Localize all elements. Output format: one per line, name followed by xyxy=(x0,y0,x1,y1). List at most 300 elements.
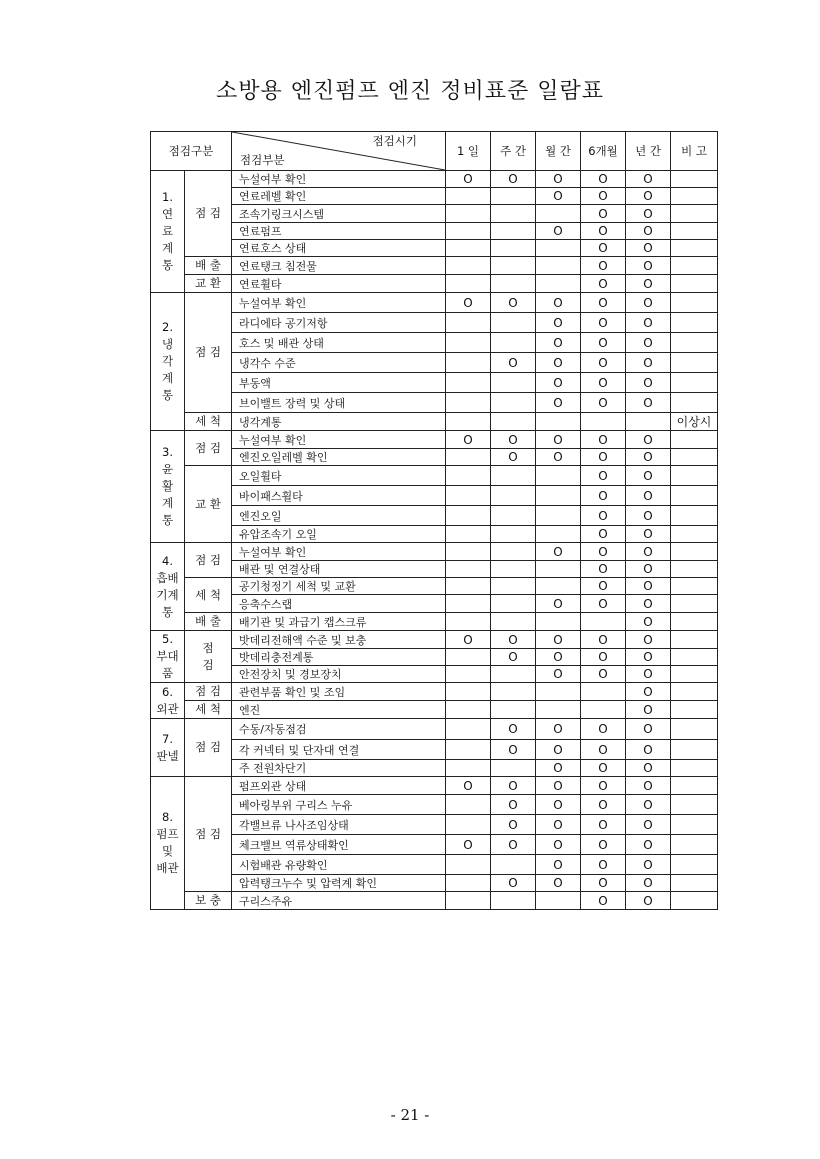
item-cell: 배관 및 연결상태 xyxy=(232,561,446,578)
mark-cell-monthly: O xyxy=(536,313,581,333)
header-col-weekly: 주 간 xyxy=(491,132,536,171)
mark-cell-yearly: O xyxy=(626,506,671,526)
mark-cell-weekly: O xyxy=(491,293,536,313)
mark-cell-daily xyxy=(446,413,491,431)
mark-cell-yearly: O xyxy=(626,892,671,910)
mark-cell-yearly: O xyxy=(626,835,671,855)
remarks-cell xyxy=(671,353,718,373)
mark-cell-6month: O xyxy=(581,835,626,855)
mark-cell-yearly: O xyxy=(626,171,671,188)
table-row xyxy=(151,373,718,393)
mark-cell-6month: O xyxy=(581,855,626,875)
mark-cell-monthly xyxy=(536,526,581,543)
item-cell: 응축수스랩 xyxy=(232,595,446,613)
header-col-daily: 1 일 xyxy=(446,132,491,171)
table-row xyxy=(151,275,718,293)
mark-cell-daily xyxy=(446,595,491,613)
mark-cell-monthly xyxy=(536,701,581,719)
mark-cell-yearly: O xyxy=(626,223,671,240)
mark-cell-yearly: O xyxy=(626,578,671,595)
remarks-cell xyxy=(671,875,718,892)
mark-cell-monthly: O xyxy=(536,353,581,373)
table-row xyxy=(151,205,718,223)
item-cell: 주 전원차단기 xyxy=(232,760,446,777)
mark-cell-6month: O xyxy=(581,631,626,649)
mark-cell-yearly: O xyxy=(626,188,671,205)
mark-cell-monthly xyxy=(536,506,581,526)
mark-cell-yearly: O xyxy=(626,393,671,413)
subcategory-cell: 점 검 xyxy=(185,543,232,578)
mark-cell-weekly: O xyxy=(491,631,536,649)
item-cell: 각 커넥터 및 단자대 연결 xyxy=(232,740,446,760)
remarks-cell xyxy=(671,486,718,506)
item-cell: 연료펌프 xyxy=(232,223,446,240)
mark-cell-monthly xyxy=(536,892,581,910)
mark-cell-yearly: O xyxy=(626,431,671,449)
mark-cell-monthly: O xyxy=(536,740,581,760)
subcategory-cell: 보 충 xyxy=(185,892,232,910)
table-row xyxy=(151,835,718,855)
header-col-yearly: 년 간 xyxy=(626,132,671,171)
item-cell: 브이밸트 장력 및 상태 xyxy=(232,393,446,413)
mark-cell-6month: O xyxy=(581,892,626,910)
item-cell: 조속기링크시스템 xyxy=(232,205,446,223)
mark-cell-6month: O xyxy=(581,649,626,666)
subcategory-cell: 세 척 xyxy=(185,413,232,431)
mark-cell-yearly: O xyxy=(626,486,671,506)
subcategory-cell: 점 검 xyxy=(185,683,232,701)
mark-cell-6month: O xyxy=(581,777,626,795)
mark-cell-6month: O xyxy=(581,719,626,740)
table-row xyxy=(151,413,718,431)
mark-cell-6month: O xyxy=(581,275,626,293)
mark-cell-6month: O xyxy=(581,561,626,578)
mark-cell-daily xyxy=(446,333,491,353)
mark-cell-weekly xyxy=(491,892,536,910)
remarks-cell xyxy=(671,683,718,701)
subcategory-cell: 교 환 xyxy=(185,275,232,293)
mark-cell-monthly: O xyxy=(536,875,581,892)
item-cell: 엔진 xyxy=(232,701,446,719)
mark-cell-weekly xyxy=(491,561,536,578)
mark-cell-monthly: O xyxy=(536,666,581,683)
item-cell: 바이패스휠타 xyxy=(232,486,446,506)
mark-cell-daily xyxy=(446,393,491,413)
remarks-cell xyxy=(671,393,718,413)
subcategory-cell: 교 환 xyxy=(185,466,232,543)
mark-cell-yearly: O xyxy=(626,875,671,892)
mark-cell-yearly: O xyxy=(626,855,671,875)
item-cell: 각밸브류 나사조임상태 xyxy=(232,815,446,835)
mark-cell-weekly: O xyxy=(491,649,536,666)
mark-cell-weekly xyxy=(491,613,536,631)
table-row xyxy=(151,875,718,892)
mark-cell-daily xyxy=(446,740,491,760)
mark-cell-monthly: O xyxy=(536,595,581,613)
table-row xyxy=(151,293,718,313)
item-cell: 구리스주유 xyxy=(232,892,446,910)
mark-cell-weekly: O xyxy=(491,835,536,855)
category-cell: 6. 외관 xyxy=(151,683,185,719)
item-cell: 연료휠타 xyxy=(232,275,446,293)
table-row xyxy=(151,578,718,595)
mark-cell-yearly: O xyxy=(626,595,671,613)
mark-cell-6month: O xyxy=(581,595,626,613)
item-cell: 부동액 xyxy=(232,373,446,393)
mark-cell-weekly: O xyxy=(491,719,536,740)
remarks-cell xyxy=(671,561,718,578)
mark-cell-monthly: O xyxy=(536,815,581,835)
mark-cell-monthly xyxy=(536,561,581,578)
remarks-cell xyxy=(671,892,718,910)
mark-cell-yearly: O xyxy=(626,275,671,293)
remarks-cell xyxy=(671,740,718,760)
mark-cell-yearly xyxy=(626,413,671,431)
mark-cell-monthly: O xyxy=(536,431,581,449)
remarks-cell xyxy=(671,795,718,815)
table-row xyxy=(151,543,718,561)
remarks-cell xyxy=(671,257,718,275)
mark-cell-6month xyxy=(581,701,626,719)
mark-cell-yearly: O xyxy=(626,795,671,815)
table-row xyxy=(151,171,718,188)
mark-cell-monthly xyxy=(536,578,581,595)
table-row xyxy=(151,719,718,740)
item-cell: 유압조속기 오일 xyxy=(232,526,446,543)
mark-cell-yearly: O xyxy=(626,701,671,719)
table-row xyxy=(151,595,718,613)
mark-cell-weekly xyxy=(491,578,536,595)
mark-cell-monthly xyxy=(536,683,581,701)
category-cell: 3. 윤 활 계 통 xyxy=(151,431,185,543)
remarks-cell xyxy=(671,171,718,188)
mark-cell-daily: O xyxy=(446,431,491,449)
mark-cell-weekly: O xyxy=(491,449,536,466)
header-diagonal-cell xyxy=(232,132,446,171)
remarks-cell xyxy=(671,506,718,526)
mark-cell-6month xyxy=(581,613,626,631)
mark-cell-yearly: O xyxy=(626,373,671,393)
remarks-cell xyxy=(671,293,718,313)
mark-cell-monthly xyxy=(536,613,581,631)
mark-cell-weekly xyxy=(491,683,536,701)
item-cell: 냉각수 수준 xyxy=(232,353,446,373)
item-cell: 수동/자동점검 xyxy=(232,719,446,740)
remarks-cell xyxy=(671,240,718,257)
table-row xyxy=(151,795,718,815)
table-row xyxy=(151,815,718,835)
header-col-6month: 6개월 xyxy=(581,132,626,171)
mark-cell-daily xyxy=(446,466,491,486)
mark-cell-yearly: O xyxy=(626,543,671,561)
mark-cell-weekly xyxy=(491,466,536,486)
mark-cell-6month: O xyxy=(581,240,626,257)
mark-cell-yearly: O xyxy=(626,719,671,740)
item-cell: 연료탱크 침전물 xyxy=(232,257,446,275)
mark-cell-6month xyxy=(581,413,626,431)
item-cell: 연료레벨 확인 xyxy=(232,188,446,205)
mark-cell-daily xyxy=(446,257,491,275)
mark-cell-weekly xyxy=(491,506,536,526)
mark-cell-daily xyxy=(446,760,491,777)
mark-cell-daily xyxy=(446,449,491,466)
remarks-cell xyxy=(671,666,718,683)
mark-cell-weekly: O xyxy=(491,740,536,760)
mark-cell-daily: O xyxy=(446,171,491,188)
table-row xyxy=(151,740,718,760)
mark-cell-6month: O xyxy=(581,526,626,543)
header-category: 점검구분 xyxy=(151,132,232,171)
mark-cell-6month: O xyxy=(581,223,626,240)
mark-cell-monthly: O xyxy=(536,171,581,188)
category-cell: 2. 냉 각 계 통 xyxy=(151,293,185,431)
remarks-cell xyxy=(671,526,718,543)
mark-cell-monthly xyxy=(536,257,581,275)
mark-cell-weekly xyxy=(491,223,536,240)
item-cell: 라디에타 공기저항 xyxy=(232,313,446,333)
remarks-cell xyxy=(671,835,718,855)
page-title: 소방용 엔진펌프 엔진 정비표준 일람표 xyxy=(215,79,604,104)
table-row xyxy=(151,223,718,240)
mark-cell-6month: O xyxy=(581,257,626,275)
mark-cell-yearly: O xyxy=(626,205,671,223)
table-row xyxy=(151,561,718,578)
mark-cell-yearly: O xyxy=(626,313,671,333)
mark-cell-daily xyxy=(446,353,491,373)
remarks-cell xyxy=(671,333,718,353)
mark-cell-6month: O xyxy=(581,373,626,393)
mark-cell-6month: O xyxy=(581,543,626,561)
mark-cell-weekly xyxy=(491,701,536,719)
mark-cell-yearly: O xyxy=(626,257,671,275)
remarks-cell xyxy=(671,815,718,835)
category-cell: 1. 연 료 계 통 xyxy=(151,171,185,293)
mark-cell-daily xyxy=(446,313,491,333)
subcategory-cell: 점 검 xyxy=(185,777,232,892)
mark-cell-daily: O xyxy=(446,777,491,795)
mark-cell-yearly: O xyxy=(626,631,671,649)
mark-cell-daily xyxy=(446,683,491,701)
mark-cell-6month: O xyxy=(581,293,626,313)
remarks-cell xyxy=(671,613,718,631)
mark-cell-6month: O xyxy=(581,171,626,188)
mark-cell-daily: O xyxy=(446,631,491,649)
subcategory-cell: 점 검 xyxy=(185,171,232,257)
item-cell: 압력탱크누수 및 압력계 확인 xyxy=(232,875,446,892)
mark-cell-yearly: O xyxy=(626,293,671,313)
mark-cell-6month: O xyxy=(581,313,626,333)
item-cell: 호스 및 배관 상태 xyxy=(232,333,446,353)
mark-cell-weekly xyxy=(491,205,536,223)
mark-cell-yearly: O xyxy=(626,240,671,257)
subcategory-cell: 세 척 xyxy=(185,578,232,613)
mark-cell-daily xyxy=(446,815,491,835)
mark-cell-weekly xyxy=(491,486,536,506)
mark-cell-yearly: O xyxy=(626,760,671,777)
mark-cell-6month: O xyxy=(581,578,626,595)
table-row xyxy=(151,683,718,701)
remarks-cell xyxy=(671,313,718,333)
mark-cell-6month: O xyxy=(581,333,626,353)
mark-cell-daily xyxy=(446,506,491,526)
mark-cell-monthly: O xyxy=(536,393,581,413)
mark-cell-monthly xyxy=(536,275,581,293)
mark-cell-monthly: O xyxy=(536,449,581,466)
mark-cell-yearly: O xyxy=(626,683,671,701)
mark-cell-daily xyxy=(446,188,491,205)
remarks-cell xyxy=(671,449,718,466)
mark-cell-yearly: O xyxy=(626,466,671,486)
mark-cell-yearly: O xyxy=(626,526,671,543)
mark-cell-weekly xyxy=(491,413,536,431)
mark-cell-daily xyxy=(446,719,491,740)
mark-cell-weekly xyxy=(491,257,536,275)
mark-cell-weekly: O xyxy=(491,171,536,188)
mark-cell-weekly xyxy=(491,526,536,543)
mark-cell-6month: O xyxy=(581,449,626,466)
mark-cell-6month: O xyxy=(581,466,626,486)
mark-cell-daily xyxy=(446,205,491,223)
mark-cell-daily xyxy=(446,223,491,240)
remarks-cell xyxy=(671,188,718,205)
mark-cell-monthly: O xyxy=(536,835,581,855)
mark-cell-6month: O xyxy=(581,740,626,760)
mark-cell-6month: O xyxy=(581,431,626,449)
mark-cell-monthly xyxy=(536,240,581,257)
remarks-cell xyxy=(671,373,718,393)
mark-cell-weekly xyxy=(491,666,536,683)
remarks-cell xyxy=(671,631,718,649)
mark-cell-yearly: O xyxy=(626,353,671,373)
table-row xyxy=(151,431,718,449)
mark-cell-6month: O xyxy=(581,353,626,373)
item-cell: 시험배관 유량확인 xyxy=(232,855,446,875)
mark-cell-monthly xyxy=(536,466,581,486)
remarks-cell xyxy=(671,719,718,740)
table-row xyxy=(151,777,718,795)
subcategory-cell: 배 출 xyxy=(185,613,232,631)
mark-cell-weekly xyxy=(491,855,536,875)
item-cell: 누설여부 확인 xyxy=(232,431,446,449)
mark-cell-weekly: O xyxy=(491,815,536,835)
remarks-cell xyxy=(671,275,718,293)
item-cell: 누설여부 확인 xyxy=(232,293,446,313)
mark-cell-daily xyxy=(446,855,491,875)
item-cell: 밧데리충전계통 xyxy=(232,649,446,666)
mark-cell-monthly xyxy=(536,486,581,506)
mark-cell-6month: O xyxy=(581,815,626,835)
mark-cell-monthly: O xyxy=(536,223,581,240)
header-part: 점검부분 xyxy=(240,153,285,167)
header-row xyxy=(151,132,718,171)
mark-cell-daily xyxy=(446,543,491,561)
category-cell: 8. 펌프 및 배관 xyxy=(151,777,185,910)
subcategory-cell: 점 검 xyxy=(185,631,232,683)
mark-cell-daily: O xyxy=(446,293,491,313)
mark-cell-weekly xyxy=(491,595,536,613)
table-row xyxy=(151,631,718,649)
mark-cell-yearly: O xyxy=(626,815,671,835)
maintenance-table xyxy=(150,131,718,910)
subcategory-cell: 점 검 xyxy=(185,719,232,777)
item-cell: 연료호스 상태 xyxy=(232,240,446,257)
mark-cell-daily xyxy=(446,795,491,815)
mark-cell-weekly xyxy=(491,333,536,353)
mark-cell-daily xyxy=(446,578,491,595)
mark-cell-weekly xyxy=(491,543,536,561)
mark-cell-monthly xyxy=(536,413,581,431)
mark-cell-weekly xyxy=(491,188,536,205)
mark-cell-daily xyxy=(446,561,491,578)
mark-cell-6month: O xyxy=(581,666,626,683)
mark-cell-6month: O xyxy=(581,486,626,506)
mark-cell-monthly: O xyxy=(536,649,581,666)
remarks-cell xyxy=(671,649,718,666)
mark-cell-monthly xyxy=(536,205,581,223)
mark-cell-weekly: O xyxy=(491,777,536,795)
subcategory-cell: 세 척 xyxy=(185,701,232,719)
item-cell: 누설여부 확인 xyxy=(232,171,446,188)
remarks-cell xyxy=(671,855,718,875)
remarks-cell xyxy=(671,431,718,449)
mark-cell-daily xyxy=(446,240,491,257)
remarks-cell xyxy=(671,205,718,223)
item-cell: 체크밸브 역류상태확인 xyxy=(232,835,446,855)
mark-cell-yearly: O xyxy=(626,449,671,466)
mark-cell-daily xyxy=(446,486,491,506)
item-cell: 엔진오일레벨 확인 xyxy=(232,449,446,466)
table-row xyxy=(151,666,718,683)
mark-cell-monthly: O xyxy=(536,855,581,875)
item-cell: 냉각계통 xyxy=(232,413,446,431)
header-col-monthly: 월 간 xyxy=(536,132,581,171)
mark-cell-yearly: O xyxy=(626,333,671,353)
mark-cell-daily xyxy=(446,275,491,293)
table-row xyxy=(151,313,718,333)
mark-cell-weekly xyxy=(491,313,536,333)
header-period: 점검시기 xyxy=(372,134,417,148)
table-row xyxy=(151,486,718,506)
remarks-cell xyxy=(671,543,718,561)
table-row xyxy=(151,333,718,353)
mark-cell-yearly: O xyxy=(626,649,671,666)
mark-cell-weekly: O xyxy=(491,875,536,892)
mark-cell-weekly: O xyxy=(491,353,536,373)
mark-cell-yearly: O xyxy=(626,740,671,760)
item-cell: 오일휠타 xyxy=(232,466,446,486)
mark-cell-6month: O xyxy=(581,875,626,892)
table-row xyxy=(151,466,718,486)
item-cell: 누설여부 확인 xyxy=(232,543,446,561)
mark-cell-6month: O xyxy=(581,795,626,815)
remarks-cell xyxy=(671,701,718,719)
mark-cell-monthly: O xyxy=(536,760,581,777)
category-cell: 5. 부대 품 xyxy=(151,631,185,683)
mark-cell-daily xyxy=(446,373,491,393)
item-cell: 공기청정기 세척 및 교환 xyxy=(232,578,446,595)
subcategory-cell: 배 출 xyxy=(185,257,232,275)
mark-cell-monthly: O xyxy=(536,795,581,815)
remarks-cell: 이상시 xyxy=(671,413,718,431)
header-col-remarks: 비 고 xyxy=(671,132,718,171)
mark-cell-weekly xyxy=(491,393,536,413)
table-row xyxy=(151,855,718,875)
mark-cell-monthly: O xyxy=(536,543,581,561)
mark-cell-daily xyxy=(446,613,491,631)
table-row xyxy=(151,449,718,466)
table-row xyxy=(151,701,718,719)
mark-cell-yearly: O xyxy=(626,561,671,578)
